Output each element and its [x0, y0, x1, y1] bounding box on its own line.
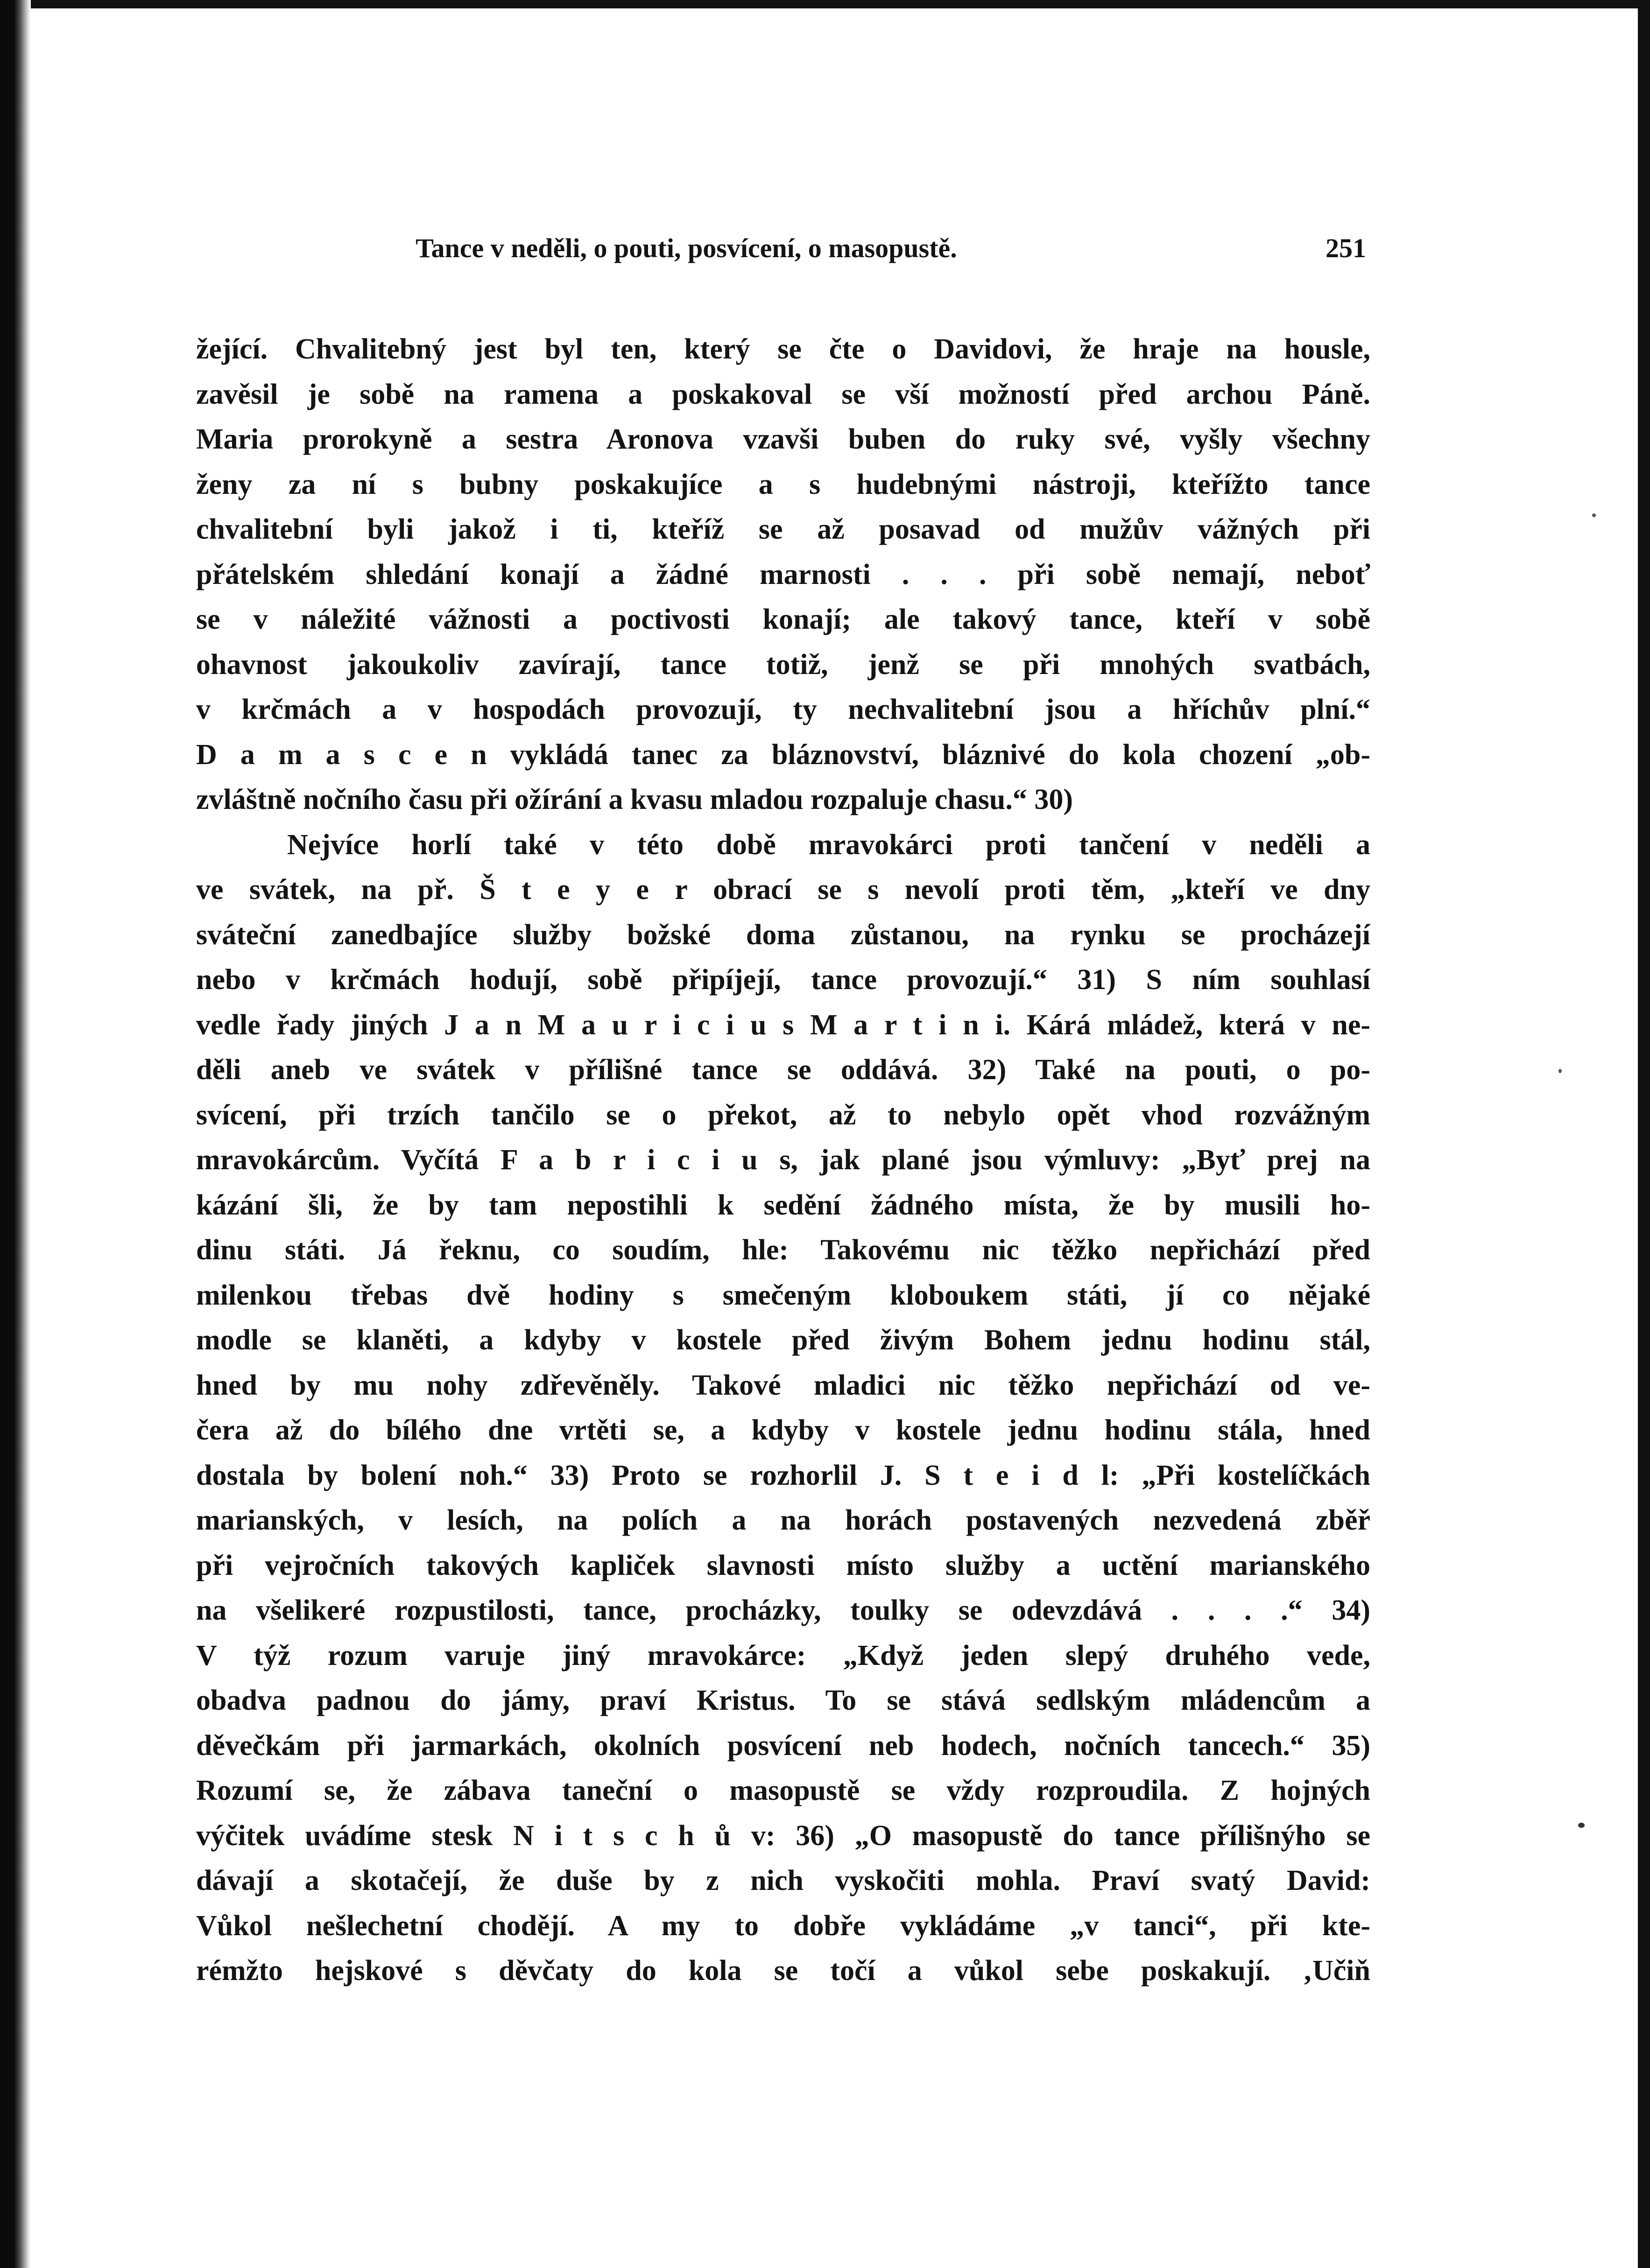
text-line: Maria prorokyně a sestra Aronova vzavši buben do ruky své, vyšly všechny — [196, 423, 1370, 455]
text-line: hned by mu nohy zdřevěněly. Takové mladici nic těžko nepřichází od ve- — [196, 1369, 1370, 1401]
scan-speck — [1558, 1069, 1562, 1073]
text-line: Vůkol nešlechetní chodějí. A my to dobře vykládáme „v tanci“, při kte- — [196, 1910, 1370, 1942]
text-line: děli aneb ve svátek v přílišné tance se oddává. 32) Také na pouti, o po- — [196, 1054, 1370, 1086]
text-line: dinu státi. Já řeknu, co soudím, hle: Takovému nic těžko nepřichází před — [196, 1234, 1370, 1266]
text-line: dávají a skotačejí, že duše by z nich vyskočiti mohla. Praví svatý David: — [196, 1865, 1370, 1896]
text-line: zavěsil je sobě na ramena a poskakoval se vší možností před archou Páně. — [196, 378, 1370, 410]
text-line: rémžto hejskové s děvčaty do kola se točí a vůkol sebe poskakují. ‚Učiň — [196, 1955, 1370, 1987]
text-line: mravokárcům. Vyčítá F a b r i c i u s, jak plané jsou výmluvy: „Byť prej na — [196, 1144, 1370, 1176]
text-line: Nejvíce horlí také v této době mravokárci proti tančení v neděli a — [287, 829, 1370, 861]
scan-speck — [1592, 513, 1596, 517]
text-line: modle se klaněti, a kdyby v kostele před živým Bohem jednu hodinu stál, — [196, 1324, 1370, 1356]
text-line: v krčmách a v hospodách provozují, ty nechvalitební jsou a hříchův plní.“ — [196, 694, 1370, 725]
text-line: přátelském shledání konají a žádné marnosti . . . při sobě nemají, neboť — [196, 558, 1370, 590]
text-line: na všelikeré rozpustilosti, tance, procházky, toulky se odevzdává . . . .“ 34) — [196, 1594, 1370, 1626]
text-line: Rozumí se, že zábava taneční o masopustě se vždy rozproudila. Z hojných — [196, 1775, 1370, 1806]
scan-speck — [1578, 1823, 1585, 1828]
text-line: ženy za ní s bubny poskakujíce a s hudebnými nástroji, kteřížto tance — [196, 468, 1370, 500]
text-line: se v náležité vážnosti a poctivosti konají; ale takový tance, kteří v sobě — [196, 604, 1370, 635]
text-line: při vejročních takových kapliček slavnosti místo služby a uctění marianského — [196, 1549, 1370, 1581]
text-line: svícení, při trzích tančilo se o překot, až to nebylo opět vhod rozvážným — [196, 1099, 1370, 1131]
text-line: chvalitební byli jakož i ti, kteříž se až posavad od mužův vážných při — [196, 513, 1370, 545]
scan-border-right — [1638, 0, 1650, 2268]
text-line: výčitek uvádíme stesk N i t s c h ů v: 36) „O masopustě do tance přílišnýho se — [196, 1819, 1370, 1852]
text-line: ohavnost jakoukoliv zavírají, tance totiž, jenž se při mnohých svatbách, — [196, 648, 1370, 681]
text-line: D a m a s c e n vykládá tanec za bláznovství, bláznivé do kola chození „ob- — [196, 738, 1370, 771]
body-text — [196, 327, 1370, 1994]
scan-border-top — [0, 0, 1650, 8]
text-line: vedle řady jiných J a n M a u r i c i u s M a r t i n i. Kárá mládež, která v ne- — [196, 1009, 1370, 1041]
text-line: obadva padnou do jámy, praví Kristus. To se stává sedlským mládencům a — [196, 1685, 1370, 1716]
text-line: děvečkám při jarmarkách, okolních posvícení neb hodech, nočních tancech.“ 35) — [196, 1729, 1370, 1762]
page-header — [196, 232, 1373, 274]
text-line: milenkou třebas dvě hodiny s smečeným kloboukem státi, jí co nějaké — [196, 1279, 1370, 1311]
text-line: kázání šli, že by tam nepostihli k sedění žádného místa, že by musili ho- — [196, 1189, 1370, 1221]
text-line: nebo v krčmách hodují, sobě připíjejí, tance provozují.“ 31) S ním souhlasí — [196, 964, 1370, 996]
running-title: Tance v neděli, o pouti, posvícení, o masopustě. — [416, 233, 957, 263]
page-number: 251 — [1326, 233, 1366, 263]
text-line: marianských, v lesích, na polích a na horách postavených nezvedená zběř — [196, 1504, 1370, 1536]
text-line: čera až do bílého dne vrtěti se, a kdyby v kostele jednu hodinu stála, hned — [196, 1414, 1370, 1446]
text-line: sváteční zanedbajíce služby božské doma zůstanou, na rynku se procházejí — [196, 919, 1370, 951]
text-line: zvláštně nočního času při ožírání a kvasu mladou rozpaluje chasu.“ 30) — [196, 784, 1073, 815]
text-line: dostala by bolení noh.“ 33) Proto se rozhorlil J. S t e i d l: „Při kostelíčkách — [196, 1459, 1370, 1491]
text-line: žející. Chvalitebný jest byl ten, který se čte o Davidovi, že hraje na housle, — [196, 333, 1370, 365]
scan-border-left — [0, 0, 31, 2268]
text-line: V týž rozum varuje jiný mravokárce: „Když jeden slepý druhého vede, — [196, 1639, 1370, 1671]
text-line: ve svátek, na př. Š t e y e r obrací se s nevolí proti těm, „kteří ve dny — [196, 874, 1370, 906]
